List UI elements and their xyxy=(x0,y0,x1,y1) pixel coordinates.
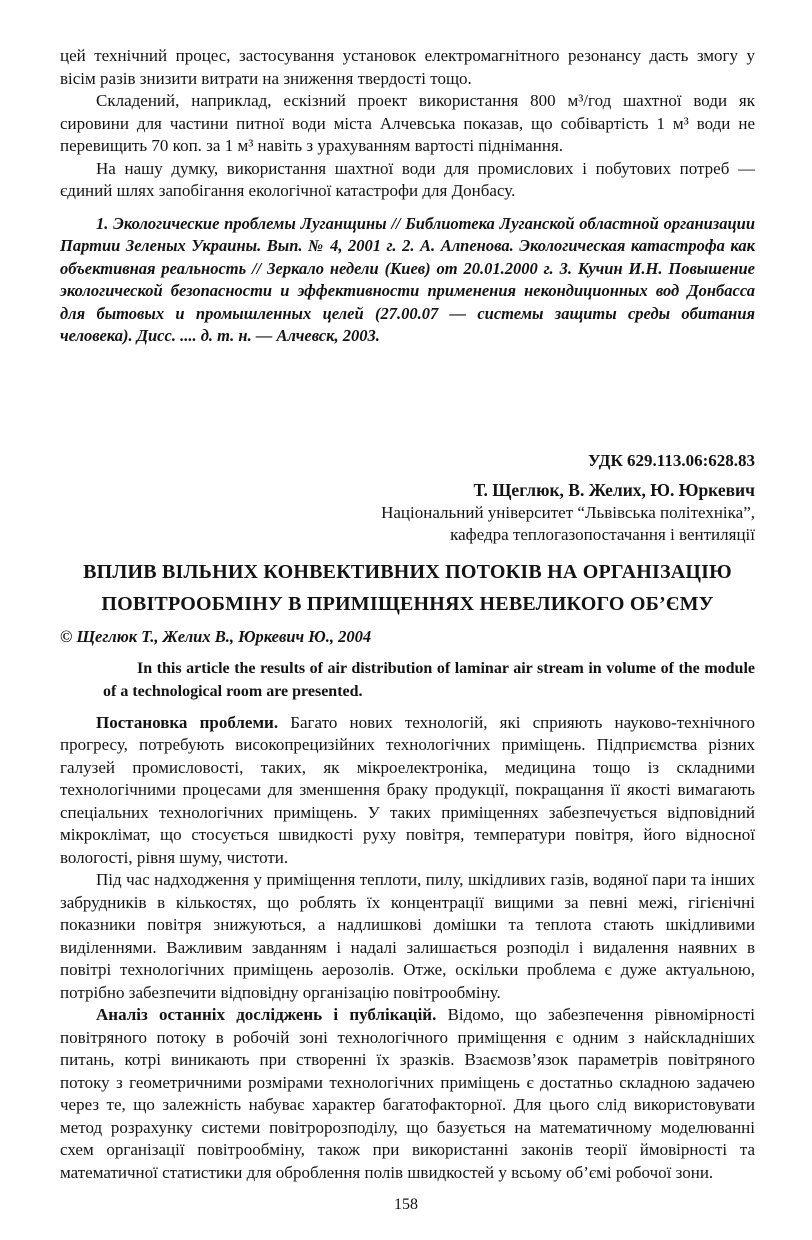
paragraph: На нашу думку, використання шахтної води для промислових і побутових потреб — єдиний шлях запобігання екологічної катастрофи для Донбасу. xyxy=(60,158,755,200)
affiliation-university: Національний університет “Львівська політехніка”, xyxy=(381,502,755,522)
paragraph: Складений, наприклад, ескізний проект використання 800 м³/год шахтної води як сировини для частини питної води міста Алчевська показав, що собівартість 1 м³ води не перевищить 70 коп. за 1 м³ навіть з урахуванням вартості піднімання. xyxy=(60,91,755,155)
paragraph-lead: Постановка проблеми. xyxy=(96,712,291,732)
article-title xyxy=(60,556,755,620)
article-title-line-1: ВПЛИВ ВІЛЬНИХ КОНВЕКТИВНИХ ПОТОКІВ НА ОРГАНІЗАЦІЮ xyxy=(83,560,732,583)
paragraph-text: Під час надходження у приміщення теплоти, пилу, шкідливих газів, водяної пари та інших забрудників в кількостях, що роблять їх концентрації вищими за певні межі, гігієнічні показники повітря знижуються, а надлишкові домішки та теплота стають шкідливими виділеннями. Важливим завданням і надалі залишається розподіл і видалення наявних в повітрі технологічних приміщень аерозолів. Отже, оскільки проблема є дуже актуальною, потрібно забезпечити відповідну організацію повітрообміну. xyxy=(60,870,755,1002)
references-list: 1. Экологические проблемы Луганщины // Библиотека Луганской областной организации Партии Зеленых Украины. Вып. № 4, 2001 г. 2. А. Алпенова. Экологическая катастрофа как объективная реальность // Зеркало недели (Киев) от 20.01.2000 г. 3. Кучин И.Н. Повышение экологической безопасности и эффективности применения некондиционных вод Донбасса для бытовых и промышленных целей (27.00.07 — системы защиты среды обитания человека). Дисс. .... д. т. н. — Алчевск, 2003. xyxy=(60,213,755,345)
paragraph-continuation: цей технічний процес, застосування установок електромагнітного резонансу дасть змогу у вісім разів знизити витрати на зниження твердості тощо. xyxy=(60,46,755,88)
paragraph-text: Відомо, що забезпечення рівномірності повітряного потоку в робочій зоні технологічного приміщення є одним з найскладніших питань, котрі виникають при створенні їх зразків. Взаємозв’язок параметрів повітряного потоку з геометричними розмірами технологічних приміщень є достатньо складною задачею через те, що залежність набуває характер багатофакторної. Для цього слід використовувати метод розрахунку системи повітророзподілу, що базується на математичному моделюванні схем організації повітрообміну, також при використанні законів теорії ймовірності та математичної статистики для оброблення полів швидкостей у всьому об’ємі робочої зони. xyxy=(60,1005,755,1182)
authors-line: Т. Щеглюк, В. Желих, Ю. Юркевич xyxy=(473,479,755,500)
copyright-line: © Щеглюк Т., Желих В., Юркевич Ю., 2004 xyxy=(60,626,372,646)
affiliation-department: кафедра теплогазопостачання і вентиляції xyxy=(450,524,755,544)
previous-article-end xyxy=(60,45,755,348)
page-content xyxy=(60,45,755,1184)
article-body xyxy=(60,712,755,1185)
article-title-line-2: ПОВІТРООБМІНУ В ПРИМІЩЕННЯХ НЕВЕЛИКОГО ОБ’ЄМУ xyxy=(101,592,714,615)
paragraph xyxy=(60,869,755,1004)
page-number: 158 xyxy=(394,1196,418,1213)
paragraph-problem-statement xyxy=(60,712,755,870)
paragraph-analysis xyxy=(60,1004,755,1184)
paragraph-text: Багато нових технологій, які сприяють науково-технічного прогресу, потребують високопрецизійних технологічних приміщень. Підприємства різних галузей промисловості, таких, як мікроелектроніка, медицина тощо із складними технологічними процесами для зменшення браку продукції, покращання її якості вимагають спеціальних технологічних приміщень. У таких приміщеннях забезпечується відповідний мікроклімат, що стосується швидкості руху повітря, температури повітря, його відносної вологості, рівня шуму, чистоти. xyxy=(60,712,755,867)
udc-code: УДК 629.113.06:628.83 xyxy=(587,450,755,470)
abstract-english: In this article the results of air distribution of laminar air stream in volume of the module of a technological room are presented. xyxy=(103,659,755,700)
paragraph-lead: Аналіз останніх досліджень і публікацій. xyxy=(96,1005,448,1024)
article-header xyxy=(60,450,755,703)
